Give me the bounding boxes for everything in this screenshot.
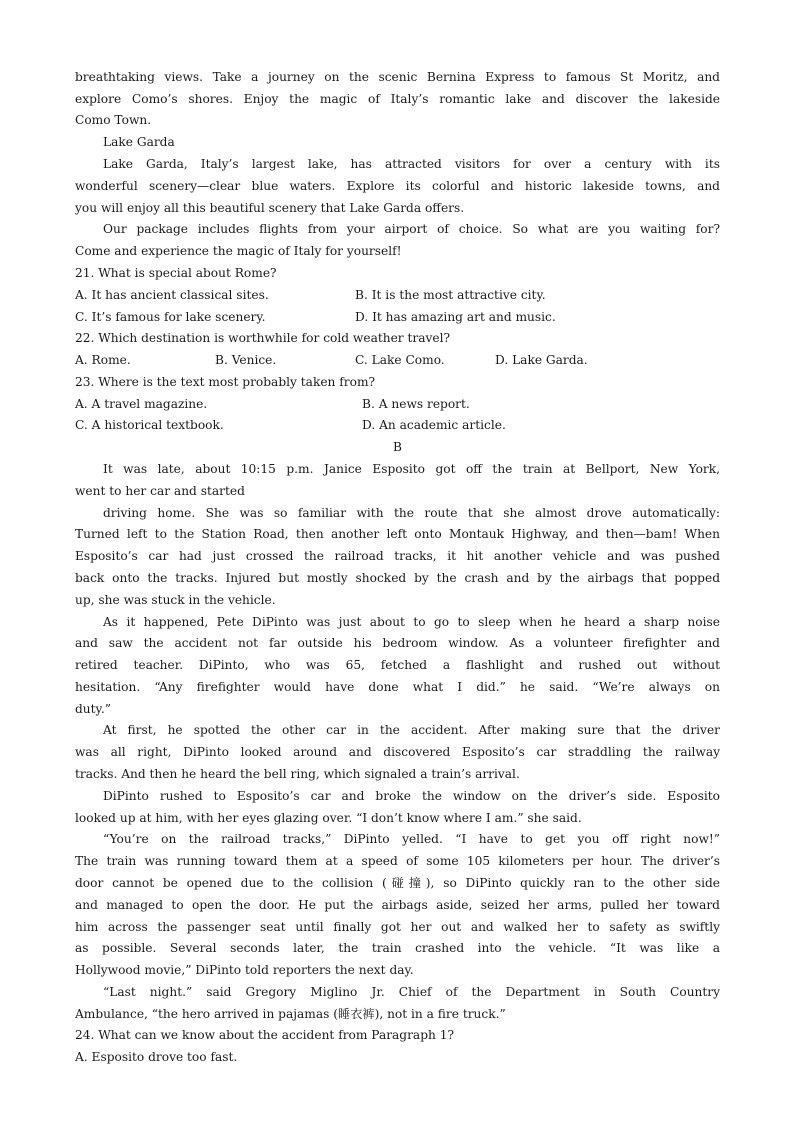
passage-line: up, she was stuck in the vehicle.	[75, 593, 276, 607]
passage-line: retired teacher. DiPinto, who was 65, fetched a flashlight and rushed out without	[75, 658, 720, 672]
passage-line: “You’re on the railroad tracks,” DiPinto yelled. “I have to get you off right now!”	[103, 832, 720, 846]
passage-line: Como Town.	[75, 113, 152, 127]
passage-line: Come and experience the magic of Italy for yourself!	[75, 244, 402, 258]
passage-line: back onto the tracks. Injured but mostly shocked by the crash and by the airbags that popped	[75, 571, 720, 585]
passage-line: explore Como’s shores. Enjoy the magic of Italy’s romantic lake and discover the lakeside	[75, 92, 720, 106]
passage-line: Esposito’s car had just crossed the railroad tracks, it hit another vehicle and was pushed	[75, 549, 720, 563]
answer-option[interactable]: B. It is the most attractive city.	[355, 288, 546, 302]
passage-line: At first, he spotted the other car in the accident. After making sure that the driver	[103, 723, 720, 737]
passage-line: As it happened, Pete DiPinto was just about to go to sleep when he heard a sharp noise	[103, 615, 720, 629]
question-stem: 24. What can we know about the accident from Paragraph 1?	[75, 1028, 455, 1042]
passage-line: him across the passenger seat until finally got her out and walked her to safety as swiftly	[75, 920, 720, 934]
answer-option[interactable]: B. Venice.	[215, 353, 277, 367]
answer-option[interactable]: A. Rome.	[75, 353, 131, 367]
answer-option[interactable]: A. A travel magazine.	[75, 397, 208, 411]
passage-line: was all right, DiPinto looked around and discovered Esposito’s car straddling the railway	[75, 745, 720, 759]
answer-option[interactable]: C. It’s famous for lake scenery.	[75, 310, 266, 324]
answer-option[interactable]: D. An academic article.	[362, 418, 506, 432]
answer-option[interactable]: D. It has amazing art and music.	[355, 310, 556, 324]
passage-line: wonderful scenery—clear blue waters. Explore its colorful and historic lakeside towns, and	[75, 179, 720, 193]
passage-line: went to her car and started	[75, 484, 245, 498]
passage-line: breathtaking views. Take a journey on the scenic Bernina Express to famous St Moritz, and	[75, 70, 720, 84]
section-heading-lake-garda: Lake Garda	[103, 135, 175, 149]
passage-line: hesitation. “Any firefighter would have done what I did.” he said. “We’re always on	[75, 680, 720, 694]
passage-line: “Last night.” said Gregory Miglino Jr. Chief of the Department in South Country	[103, 985, 720, 999]
passage-line: you will enjoy all this beautiful scenery that Lake Garda offers.	[75, 201, 465, 215]
passage-line: It was late, about 10:15 p.m. Janice Esposito got off the train at Bellport, New York,	[103, 462, 720, 476]
passage-line: as possible. Several seconds later, the train crashed into the vehicle. “It was like a	[75, 941, 720, 955]
question-stem: 22. Which destination is worthwhile for cold weather travel?	[75, 331, 451, 345]
passage-line: The train was running toward them at a speed of some 105 kilometers per hour. The driver’s	[75, 854, 720, 868]
passage-line: Hollywood movie,” DiPinto told reporters the next day.	[75, 963, 414, 977]
answer-option[interactable]: A. It has ancient classical sites.	[75, 288, 269, 302]
passage-line: Ambulance, “the hero arrived in pajamas (睡衣裤), not in a fire truck.”	[75, 1007, 506, 1021]
answer-option[interactable]: C. Lake Como.	[355, 353, 445, 367]
section-label-b: B	[393, 440, 402, 454]
passage-line: tracks. And then he heard the bell ring, which signaled a train’s arrival.	[75, 767, 520, 781]
question-stem: 23. Where is the text most probably taken from?	[75, 375, 376, 389]
answer-option[interactable]: A. Esposito drove too fast.	[75, 1050, 238, 1064]
passage-line: duty.”	[75, 702, 111, 716]
answer-option[interactable]: B. A news report.	[362, 397, 470, 411]
passage-line: looked up at him, with her eyes glazing over. “I don’t know where I am.” she said.	[75, 811, 582, 825]
passage-line: DiPinto rushed to Esposito’s car and broke the window on the driver’s side. Esposito	[103, 789, 720, 803]
answer-option[interactable]: C. A historical textbook.	[75, 418, 224, 432]
passage-line: driving home. She was so familiar with the route that she almost drove automatically:	[103, 506, 720, 520]
passage-line: and managed to open the door. He put the airbags aside, seized her arms, pulled her toward	[75, 898, 720, 912]
answer-option[interactable]: D. Lake Garda.	[495, 353, 588, 367]
passage-line: and saw the accident not far outside his bedroom window. As a volunteer firefighter and	[75, 636, 720, 650]
passage-line: Lake Garda, Italy’s largest lake, has attracted visitors for over a century with its	[103, 157, 720, 171]
passage-line: Our package includes flights from your airport of choice. So what are you waiting for?	[103, 222, 720, 236]
passage-line: Turned left to the Station Road, then another left onto Montauk Highway, and then—bam! When	[75, 527, 720, 541]
question-stem: 21. What is special about Rome?	[75, 266, 277, 280]
passage-line: door cannot be opened due to the collision (碰撞), so DiPinto quickly ran to the other side	[75, 876, 720, 890]
